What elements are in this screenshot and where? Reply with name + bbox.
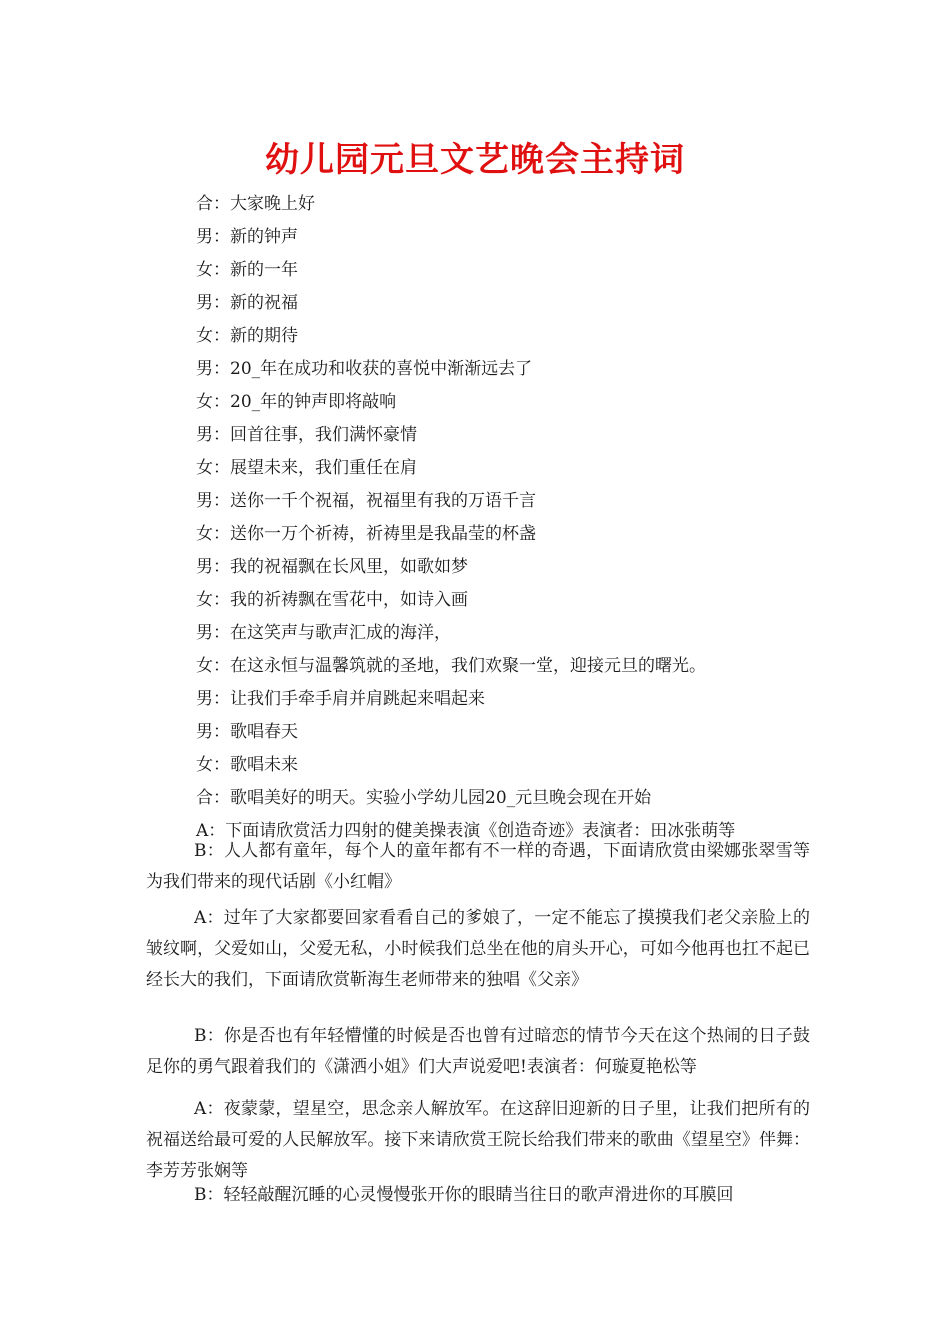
document-title: 幼儿园元旦文艺晚会主持词 — [265, 140, 685, 180]
dialogue-line: 合：歌唱美好的明天。实验小学幼儿园20_元旦晚会现在开始 — [196, 788, 652, 808]
dialogue-line: 男：新的钟声 — [196, 227, 298, 247]
dialogue-line: 女：新的一年 — [196, 260, 298, 280]
dialogue-line: 男：歌唱春天 — [196, 722, 298, 742]
dialogue-line: 合：大家晚上好 — [196, 194, 315, 214]
dialogue-line: 男：让我们手牵手肩并肩跳起来唱起来 — [196, 689, 485, 709]
dialogue-line: 男：新的祝福 — [196, 293, 298, 313]
dialogue-line: 男：20_年在成功和收获的喜悦中渐渐远去了 — [196, 359, 533, 379]
program-paragraph: A：夜蒙蒙，望星空，思念亲人解放军。在这辞旧迎新的日子里，让我们把所有的祝福送给最可爱的人民解放军。接下来请欣赏王院长给我们带来的歌曲《望星空》伴舞：李芳芳张娴等 — [146, 1099, 810, 1181]
dialogue-line: 男：回首往事，我们满怀豪情 — [196, 425, 417, 445]
dialogue-line: 女：我的祈祷飘在雪花中，如诗入画 — [196, 590, 468, 610]
dialogue-line: 男：送你一千个祝福，祝福里有我的万语千言 — [196, 491, 536, 511]
dialogue-line: 女：展望未来，我们重任在肩 — [196, 458, 417, 478]
program-paragraph: A：过年了大家都要回家看看自己的爹娘了，一定不能忘了摸摸我们老父亲脸上的皱纹啊，父爱如山，父爱无私，小时候我们总坐在他的肩头开心，可如今他再也扛不起已经长大的我们，下面请欣赏靳海生老师带来的独唱《父亲》 — [146, 908, 810, 990]
program-paragraph: B：你是否也有年轻懵懂的时候是否也曾有过暗恋的情节今天在这个热闹的日子鼓足你的勇气跟着我们的《潇洒小姐》们大声说爱吧!表演者：何璇夏艳松等 — [146, 1026, 810, 1077]
dialogue-line: 女：新的期待 — [196, 326, 298, 346]
dialogue-line: A：下面请欣赏活力四射的健美操表演《创造奇迹》表演者：田冰张萌等 — [196, 821, 736, 841]
program-paragraph: B：人人都有童年，每个人的童年都有不一样的奇遇，下面请欣赏由梁娜张翠雪等为我们带来的现代话剧《小红帽》 — [146, 841, 810, 892]
dialogue-line: 女：送你一万个祈祷，祈祷里是我晶莹的杯盏 — [196, 524, 536, 544]
dialogue-line: 女：在这永恒与温馨筑就的圣地，我们欢聚一堂，迎接元旦的曙光。 — [196, 656, 706, 676]
dialogue-line: 女：歌唱未来 — [196, 755, 298, 775]
dialogue-line: 女：20_年的钟声即将敲响 — [196, 392, 397, 412]
program-paragraph: B：轻轻敲醒沉睡的心灵慢慢张开你的眼睛当往日的歌声滑进你的耳膜回 — [194, 1185, 734, 1205]
dialogue-line: 男：我的祝福飘在长风里，如歌如梦 — [196, 557, 468, 577]
dialogue-line: 男：在这笑声与歌声汇成的海洋， — [196, 623, 451, 643]
